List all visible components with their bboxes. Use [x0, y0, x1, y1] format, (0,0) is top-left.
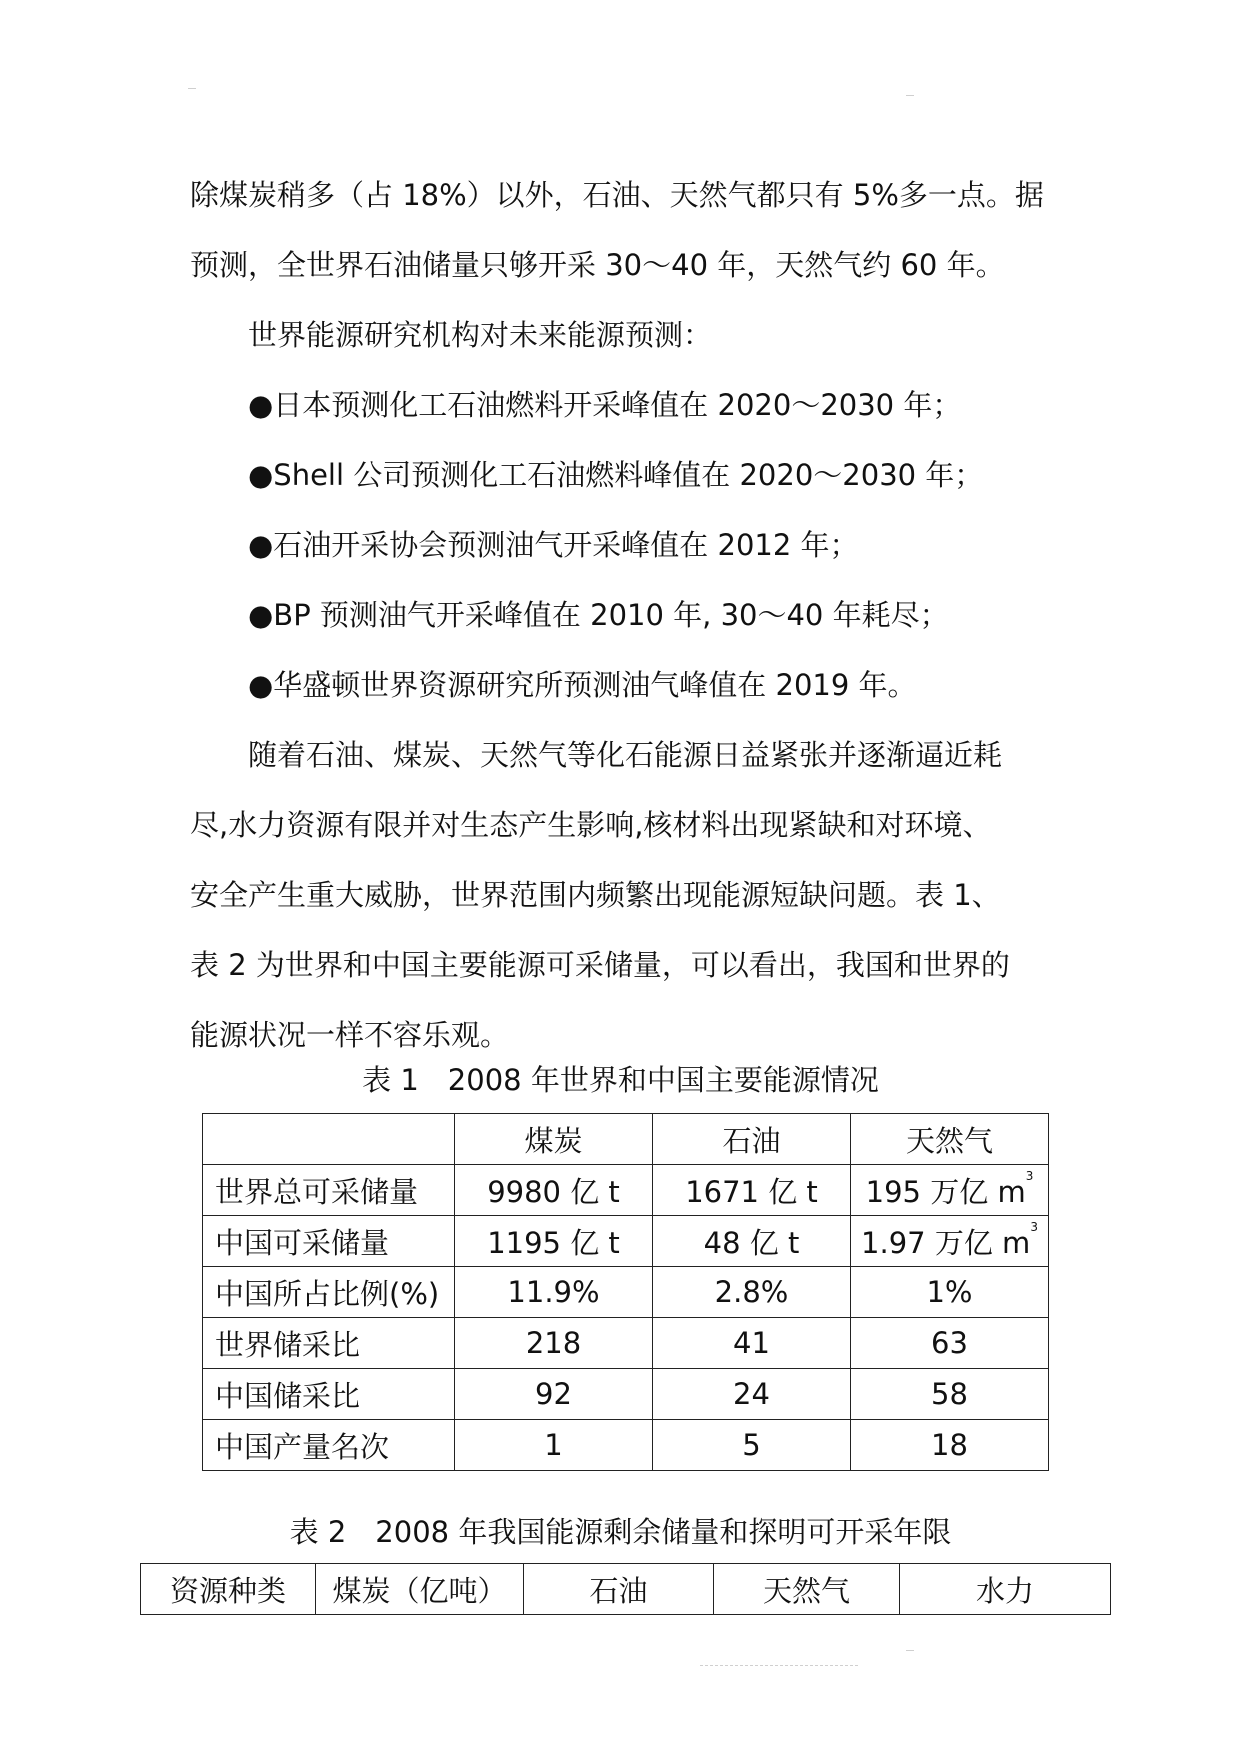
forecast-item-shell: ●Shell 公司预测化工石油燃料峰值在 2020～2030 年；: [248, 458, 984, 492]
table1-header-coal: 煤炭: [455, 1114, 653, 1165]
table2-header-gas: 天然气: [714, 1564, 900, 1615]
cell-gas: 18: [851, 1420, 1049, 1471]
cell-coal: 1: [455, 1420, 653, 1471]
intro-line-2: 预测，全世界石油储量只够开采 30～40 年，天然气约 60 年。: [190, 248, 1005, 282]
cell-gas-value: 1.97 万亿 m: [861, 1225, 1031, 1260]
table-row: [203, 1216, 1049, 1267]
row-label: 中国所占比例(%): [203, 1267, 455, 1318]
table2-caption: 表 2 2008 年我国能源剩余储量和探明可开采年限: [289, 1515, 952, 1549]
forecast-item-wri: ●华盛顿世界资源研究所预测油气峰值在 2019 年。: [248, 668, 917, 702]
cell-oil: 41: [653, 1318, 851, 1369]
table-row: [203, 1267, 1049, 1318]
row-label: 世界储采比: [203, 1318, 455, 1369]
table1-header-gas: 天然气: [851, 1114, 1049, 1165]
row-label: 中国产量名次: [203, 1420, 455, 1471]
table-row: [203, 1165, 1049, 1216]
cell-gas-superscript: 3: [1025, 1168, 1034, 1183]
body-line-2: 尽,水力资源有限并对生态产生影响,核材料出现紧缺和对环境、: [190, 808, 992, 842]
cell-oil: 48 亿 t: [653, 1216, 851, 1267]
cell-coal: 11.9%: [455, 1267, 653, 1318]
body-line-3: 安全产生重大威胁，世界范围内频繁出现能源短缺问题。表 1、: [190, 878, 1001, 912]
table1-header-oil: 石油: [653, 1114, 851, 1165]
cell-oil: 2.8%: [653, 1267, 851, 1318]
table2-header-coal: 煤炭（亿吨）: [316, 1564, 524, 1615]
table2: [140, 1563, 1111, 1615]
intro-line-1: 除煤炭稍多（占 18%）以外，石油、天然气都只有 5%多一点。据: [190, 178, 1044, 212]
cell-oil: 5: [653, 1420, 851, 1471]
cell-gas-superscript: 3: [1030, 1219, 1038, 1234]
header-mark-right: [906, 95, 914, 96]
cell-coal: 9980 亿 t: [455, 1165, 653, 1216]
cell-coal: 218: [455, 1318, 653, 1369]
row-label: 中国储采比: [203, 1369, 455, 1420]
table2-header-oil: 石油: [524, 1564, 714, 1615]
forecast-item-japan: ●日本预测化工石油燃料开采峰值在 2020～2030 年；: [248, 388, 962, 422]
body-line-1: 随着石油、煤炭、天然气等化石能源日益紧张并逐渐逼近耗: [248, 738, 1003, 772]
body-line-4: 表 2 为世界和中国主要能源可采储量，可以看出，我国和世界的: [190, 948, 1010, 982]
table1-header-row: [203, 1114, 1049, 1165]
cell-oil: 1671 亿 t: [653, 1165, 851, 1216]
table1-header-corner: [203, 1114, 455, 1165]
forecast-item-bp: ●BP 预测油气开采峰值在 2010 年, 30～40 年耗尽；: [248, 598, 949, 632]
cell-gas: 58: [851, 1369, 1049, 1420]
cell-gas: 1%: [851, 1267, 1049, 1318]
forecast-lead: 世界能源研究机构对未来能源预测：: [248, 318, 713, 352]
table-row: [203, 1369, 1049, 1420]
forecast-item-oil-association: ●石油开采协会预测油气开采峰值在 2012 年；: [248, 528, 859, 562]
cell-gas-value: 195 万亿 m: [865, 1174, 1026, 1209]
cell-coal: 1195 亿 t: [455, 1216, 653, 1267]
footer-mark-dots: [700, 1665, 860, 1666]
body-line-5: 能源状况一样不容乐观。: [190, 1018, 510, 1052]
cell-gas: 63: [851, 1318, 1049, 1369]
row-label: 世界总可采储量: [203, 1165, 455, 1216]
table2-header-hydro: 水力: [900, 1564, 1111, 1615]
cell-oil: 24: [653, 1369, 851, 1420]
table-row: [203, 1318, 1049, 1369]
table1-caption: 表 1 2008 年世界和中国主要能源情况: [362, 1063, 879, 1097]
table2-header-row: [141, 1564, 1111, 1615]
table2-header-resource-type: 资源种类: [141, 1564, 316, 1615]
cell-gas: [851, 1216, 1049, 1267]
footer-mark-right: [906, 1650, 914, 1651]
cell-gas: [851, 1165, 1049, 1216]
cell-coal: 92: [455, 1369, 653, 1420]
table-row: [203, 1420, 1049, 1471]
row-label: 中国可采储量: [203, 1216, 455, 1267]
header-mark-left: [188, 88, 196, 89]
table1: [202, 1113, 1049, 1471]
